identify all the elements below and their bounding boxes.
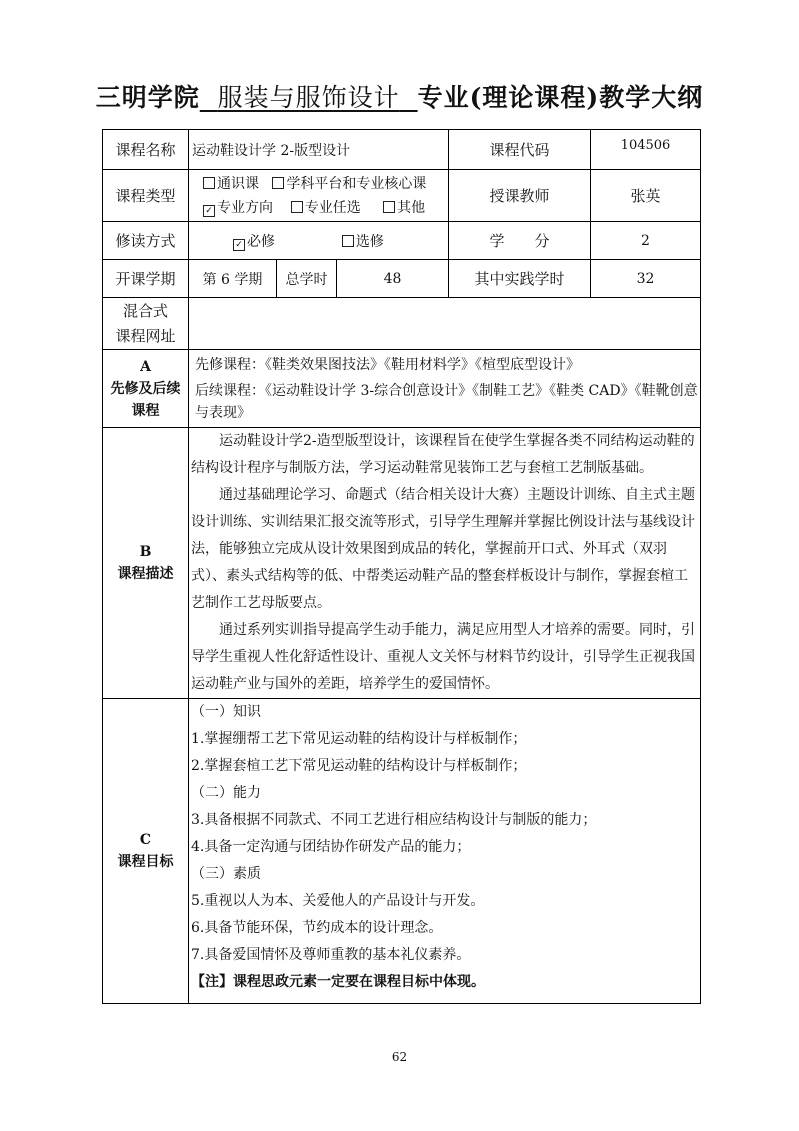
course-code-value: 104506 (591, 130, 701, 170)
objective-line: 1.掌握绷帮工艺下常见运动鞋的结构设计与样板制作； (191, 731, 527, 747)
objective-line: 5.重视以人为本、关爱他人的产品设计与开发。 (191, 893, 485, 909)
row-semester (103, 260, 701, 298)
section-b-header: B 课程描述 (103, 428, 189, 699)
page-number: 62 (391, 1050, 408, 1064)
practice-hours-label: 其中实践学时 (449, 260, 591, 298)
major-name: 服装与服饰设计 (217, 83, 400, 112)
checkbox-platform[interactable]: 学科平台和专业核心课 (272, 176, 426, 192)
description-paragraph: 通过系列实训指导提高学生动手能力，满足应用型人才培养的需要。同时，引导学生重视人性化舒适性设计、重视人文关怀与材料节约设计，引导学生正视我国运动鞋产业与国外的差距，培养学生的爱国情怀。 (191, 622, 695, 692)
objective-line: 4.具备一定沟通与团结协作研发产品的能力； (191, 839, 471, 855)
prerequisite-courses: 先修课程：《鞋类效果图技法》《鞋用材料学》《楦型底型设计》 (195, 356, 580, 373)
row-section-b (103, 428, 701, 699)
objective-line: （三）素质 (191, 866, 261, 882)
section-b-content (189, 428, 701, 699)
ideology-note: 【注】课程思政元素一定要在课程目标中体现。 (191, 974, 485, 990)
study-mode-label: 修读方式 (103, 222, 189, 260)
row-hybrid-url (103, 298, 701, 350)
description-paragraph: 通过基础理论学习、命题式（结合相关设计大赛）主题设计训练、自主式主题设计训练、实训结果汇报交流等形式，引导学生理解并掌握比例设计法与基线设计法，能够独立完成从设计效果图到成品的转化，掌握前开口式、外耳式（双羽式）、素头式结构等的低、中帮类运动鞋产品的整套样板设计与制作，掌握套楦工艺制作工艺母版要点。 (191, 487, 695, 611)
course-name-label: 课程名称 (103, 130, 189, 170)
section-c-header: C 课程目标 (103, 699, 189, 1004)
checkbox-general[interactable]: 通识课 (203, 176, 259, 192)
total-hours-label: 总学时 (277, 260, 337, 298)
checkbox-direction[interactable]: ✓ 专业方向 (203, 200, 273, 216)
total-hours-value: 48 (337, 260, 449, 298)
followup-courses: 后续课程：《运动鞋设计学 3-综合创意设计》《制鞋工艺》《鞋类 CAD》《鞋靴创意与表现》 (195, 382, 698, 421)
semester-label: 开课学期 (103, 260, 189, 298)
checkbox-other[interactable]: 其他 (383, 200, 425, 216)
objective-line: 3.具备根据不同款式、不同工艺进行相应结构设计与制版的能力； (191, 812, 597, 828)
teacher-value: 张英 (591, 170, 701, 222)
row-section-a (103, 350, 701, 428)
objective-line: 7.具备爱国情怀及尊师重教的基本礼仪素养。 (191, 947, 471, 963)
objective-line: 2.掌握套楦工艺下常见运动鞋的结构设计与样板制作； (191, 758, 527, 774)
course-type-options (189, 170, 449, 222)
row-course-name (103, 130, 701, 170)
section-a-header: A 先修及后续 课程 (103, 350, 189, 428)
checkbox-required[interactable]: ✓ 必修 (233, 234, 275, 250)
objective-line: （二）能力 (191, 785, 261, 801)
checkbox-elective[interactable]: 专业任选 (291, 200, 361, 216)
practice-hours-value: 32 (591, 260, 701, 298)
title-suffix: 专业(理论课程)教学大纲 (417, 83, 704, 112)
objective-line: 6.具备节能环保，节约成本的设计理念。 (191, 920, 443, 936)
course-type-label: 课程类型 (103, 170, 189, 222)
section-a-content (189, 350, 701, 428)
course-code-label: 课程代码 (449, 130, 591, 170)
row-course-type (103, 170, 701, 222)
objective-line: （一）知识 (191, 704, 261, 720)
credit-value: 2 (591, 222, 701, 260)
study-mode-options (189, 222, 449, 260)
hybrid-url-label: 混合式 课程网址 (103, 298, 189, 350)
section-c-content (189, 699, 701, 1004)
teacher-label: 授课教师 (449, 170, 591, 222)
page-title (0, 78, 799, 114)
row-study-mode (103, 222, 701, 260)
credit-label: 学 分 (449, 222, 591, 260)
semester-value: 第 6 学期 (189, 260, 277, 298)
description-paragraph: 运动鞋设计学2-造型版型设计，该课程旨在使学生掌握各类不同结构运动鞋的结构设计程序与制版方法，学习运动鞋常见装饰工艺与套楦工艺制版基础。 (191, 433, 695, 476)
checkbox-optional[interactable]: 选修 (342, 234, 384, 250)
school-name: 三明学院 (95, 83, 200, 112)
row-section-c (103, 699, 701, 1004)
syllabus-table (102, 129, 701, 1004)
course-name-value: 运动鞋设计学 2-版型设计 (189, 130, 449, 170)
hybrid-url-value (189, 298, 701, 350)
